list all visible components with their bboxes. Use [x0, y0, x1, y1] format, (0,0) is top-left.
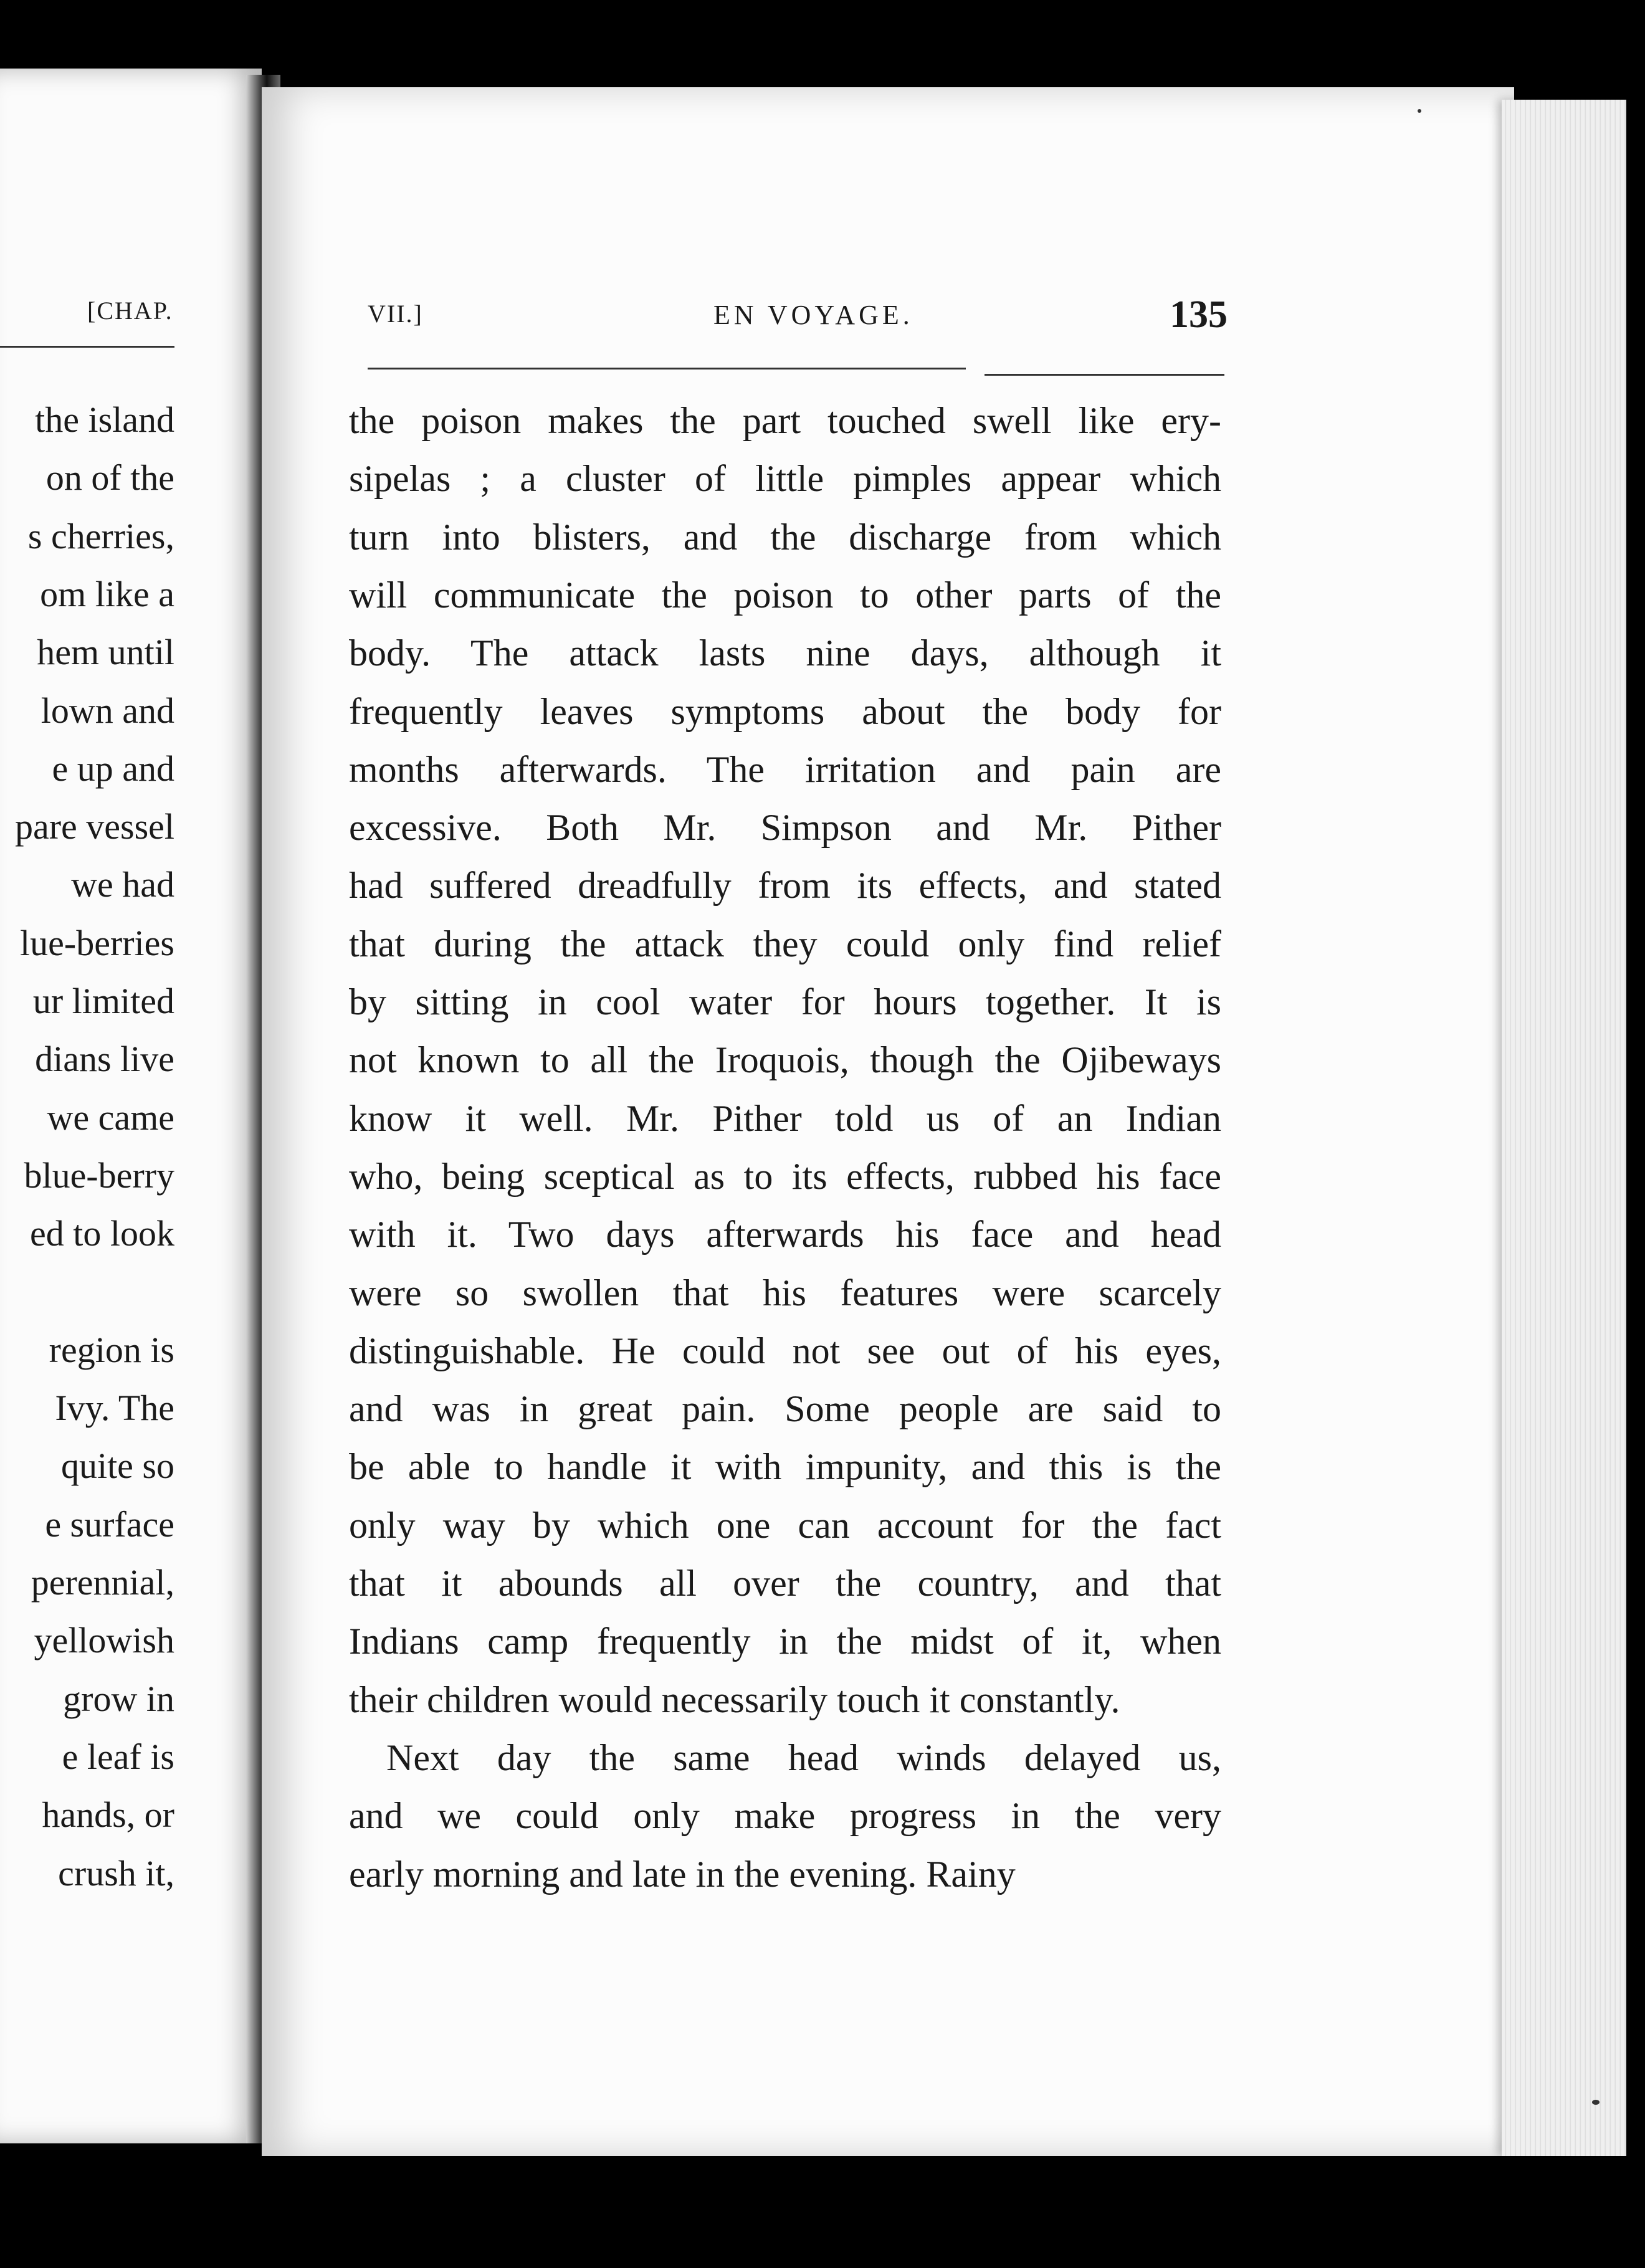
text-line: and we could only make progress in the very: [349, 1795, 1221, 1837]
text-line: be able to handle it with impunity, and this is the: [349, 1446, 1221, 1488]
left-text-line: on of the: [45, 457, 174, 498]
left-text-line: blue-berry: [24, 1155, 174, 1196]
text-line: were so swollen that his features were scarcely: [349, 1272, 1221, 1313]
left-text-line: crush it,: [58, 1852, 174, 1894]
text-line: turn into blisters, and the discharge from which: [349, 516, 1221, 558]
running-title: EN VOYAGE.: [713, 300, 913, 330]
text-line: by sitting in cool water for hours together. It is: [349, 981, 1221, 1022]
left-text-line: we came: [47, 1097, 174, 1138]
left-text-line: the island: [35, 399, 174, 440]
left-header-rule: [0, 346, 174, 348]
left-text-line: we had: [71, 864, 174, 905]
left-text-line: hem until: [37, 632, 174, 673]
text-line: body. The attack lasts nine days, although it: [349, 632, 1221, 674]
text-line: distinguishable. He could not see out of his eyes,: [349, 1330, 1221, 1371]
left-text-line: Ivy. The: [55, 1388, 174, 1429]
text-line: with it. Two days afterwards his face and head: [349, 1214, 1221, 1256]
header-rule-left: [368, 368, 966, 369]
text-line: sipelas ; a cluster of little pimples appear which: [349, 458, 1221, 500]
left-text-line: e surface: [45, 1503, 174, 1545]
dust-speck: [1592, 2100, 1600, 2105]
header-rule-right: [985, 374, 1224, 376]
dust-speck: [1418, 109, 1421, 113]
page-number: 135: [1170, 293, 1228, 336]
left-text-line: om like a: [40, 573, 174, 614]
text-line: and was in great pain. Some people are said to: [349, 1388, 1221, 1430]
text-line: Next day the same head winds delayed us,: [386, 1737, 1221, 1778]
left-text-line: ur limited: [32, 981, 174, 1021]
text-line: who, being sceptical as to its effects, rubbed his face: [349, 1155, 1221, 1197]
text-line: had suffered dreadfully from its effects, and stated: [349, 865, 1221, 907]
text-line: not known to all the Iroquois, though the Ojibeways: [349, 1039, 1221, 1081]
text-line: their children would necessarily touch it constantly.: [349, 1679, 1120, 1720]
left-text-line: s cherries,: [27, 515, 174, 556]
left-text-line: ed to look: [30, 1213, 174, 1254]
text-line: early morning and late in the evening. Rainy: [349, 1853, 1016, 1895]
left-text-line: region is: [49, 1329, 174, 1370]
text-line: months afterwards. The irritation and pain are: [349, 748, 1221, 790]
left-text-line: lue-berries: [20, 922, 174, 963]
text-line: the poison makes the part touched swell like ery-: [349, 400, 1221, 441]
text-line: that during the attack they could only find relief: [349, 923, 1221, 965]
left-text-line: lown and: [41, 690, 174, 731]
text-line: excessive. Both Mr. Simpson and Mr. Pither: [349, 807, 1221, 849]
text-line: that it abounds all over the country, and that: [349, 1563, 1221, 1604]
text-line: Indians camp frequently in the midst of it, when: [349, 1621, 1221, 1662]
running-head: [368, 293, 1228, 349]
left-text-line: pare vessel: [14, 806, 174, 847]
page-edges: [1502, 100, 1626, 2156]
text-line: only way by which one can account for the fact: [349, 1504, 1221, 1546]
left-text-line: quite so: [60, 1446, 174, 1487]
left-text-line: e up and: [52, 748, 174, 789]
left-text-line: grow in: [63, 1678, 174, 1719]
text-line: will communicate the poison to other parts of the: [349, 574, 1221, 616]
left-page-header: [CHAP.: [87, 297, 173, 325]
left-text-line: yellowish: [34, 1620, 174, 1661]
left-text-line: dians live: [35, 1039, 174, 1080]
text-line: know it well. Mr. Pither told us of an Indian: [349, 1097, 1221, 1139]
chapter-label: VII.]: [368, 300, 423, 328]
left-text-line: e leaf is: [62, 1736, 174, 1777]
left-text-line: perennial,: [31, 1562, 174, 1603]
left-text-line: hands, or: [42, 1794, 174, 1836]
text-line: frequently leaves symptoms about the body for: [349, 690, 1221, 732]
